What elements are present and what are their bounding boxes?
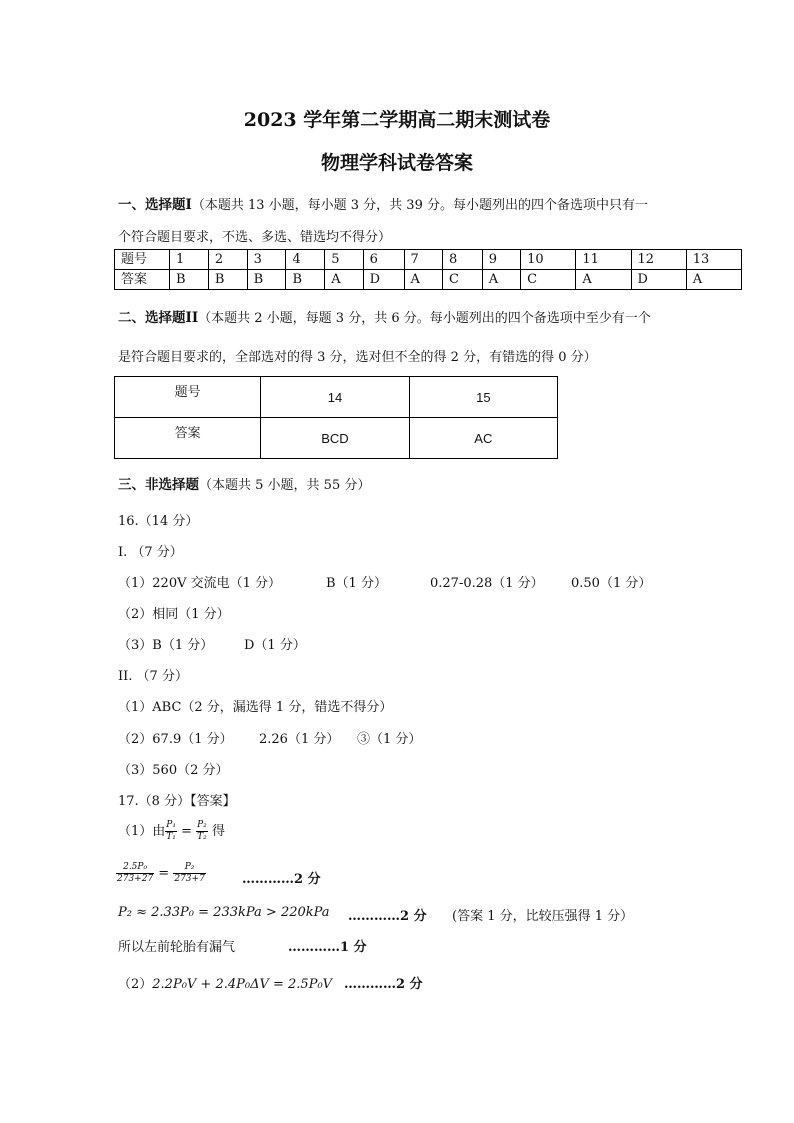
q17-line1: （1）由 $\frac{\text{P₁}}{\text{T₁}}$ = $\frac{\text{P₂}}{\text{T₂}}$ 得 xyxy=(118,820,225,842)
q16-p1-answer-3b: D（1 分） xyxy=(244,638,306,653)
q16-p1-answer-3a: （3）B（1 分） xyxy=(118,638,214,653)
exam-title: 2023 学年第二学期高二期末测试卷 xyxy=(243,109,551,131)
q17-eq2-score: …………2 分 xyxy=(242,872,321,887)
answer-cell: B xyxy=(286,270,325,290)
q17-line1-suffix: 得 xyxy=(211,824,225,839)
q16-p2-answer-2b: 2.26（1 分） xyxy=(259,732,340,747)
table-row-answers xyxy=(115,270,742,290)
row-label-question: 题号 xyxy=(115,250,170,270)
frac-den: T₁ xyxy=(166,832,176,842)
q16-heading: 16.（14 分） xyxy=(118,514,199,529)
question-cell: 1 xyxy=(170,250,209,270)
exam-subtitle: 物理学科试卷答案 xyxy=(320,152,473,174)
answer-cell-14: BCD xyxy=(261,418,409,459)
answer-cell: A xyxy=(482,270,520,290)
question-cell: 6 xyxy=(363,250,404,270)
row-label-question: 题号 xyxy=(115,377,261,418)
q17-line4-score: …………1 分 xyxy=(288,940,367,955)
q16-p1-answer-1d: 0.50（1 分） xyxy=(571,576,652,591)
answer-cell: D xyxy=(363,270,404,290)
answer-cell-15: AC xyxy=(409,418,557,459)
frac-num: P₂ xyxy=(173,862,205,874)
answer-cell: B xyxy=(170,270,209,290)
q16-p1-answer-1b: B（1 分） xyxy=(326,576,387,591)
section1-desc-1: （本题共 13 小题，每小题 3 分，共 39 分。每小题列出的四个备选项中只有一 xyxy=(191,198,648,213)
q16-part1-heading: I. （7 分） xyxy=(118,545,183,560)
question-cell-15: 15 xyxy=(409,377,557,418)
answer-cell: A xyxy=(686,270,741,290)
frac-den: T₂ xyxy=(197,832,207,842)
q17-eq5-score: …………2 分 xyxy=(344,977,423,992)
section1-heading: 一、选择题I xyxy=(118,197,192,213)
answer-cell: A xyxy=(325,270,363,290)
section2-heading-line xyxy=(118,306,651,326)
question-cell: 4 xyxy=(286,250,325,270)
section3-heading: 三、非选择题 xyxy=(118,477,199,493)
question-cell: 11 xyxy=(576,250,631,270)
frac-den: 273+7 xyxy=(174,874,205,884)
table-row-questions xyxy=(115,250,742,270)
question-cell: 12 xyxy=(631,250,686,270)
answer-cell: B xyxy=(208,270,247,290)
q17-eq3-note: (答案 1 分，比较压强得 1 分） xyxy=(452,909,634,924)
fraction-left xyxy=(116,862,154,885)
q16-p1-answer-2: （2）相同（1 分） xyxy=(118,607,230,622)
table-row-answers xyxy=(115,418,558,459)
answer-cell: B xyxy=(247,270,286,290)
section2-heading: 二、选择题II xyxy=(118,310,199,326)
question-cell: 10 xyxy=(521,250,576,270)
q17-heading: 17.（8 分）【答案】 xyxy=(118,794,236,809)
section1-heading-line xyxy=(118,193,648,213)
answer-cell: C xyxy=(521,270,576,290)
q17-equation-5: 2.2P₀V + 2.4P₀ΔV = 2.5P₀V xyxy=(152,977,333,992)
row-label-answer: 答案 xyxy=(115,270,170,290)
q16-p2-answer-2a: （2）67.9（1 分） xyxy=(118,732,233,747)
frac-num: 2.5P₀ xyxy=(116,862,154,874)
question-cell: 9 xyxy=(482,250,520,270)
q17-line5-prefix: （2） xyxy=(118,977,153,992)
question-cell: 2 xyxy=(208,250,247,270)
question-cell: 7 xyxy=(404,250,442,270)
question-cell: 8 xyxy=(442,250,482,270)
q16-p2-answer-1: （1）ABC（2 分，漏选得 1 分，错选不得分） xyxy=(118,700,393,715)
q16-part2-heading: II. （7 分） xyxy=(118,669,188,684)
section1-desc-2: 个符合题目要求，不选、多选、错选均不得分） xyxy=(118,230,392,245)
answer-cell: D xyxy=(631,270,686,290)
fraction-p1-t1 xyxy=(165,820,177,843)
answer-cell: A xyxy=(576,270,631,290)
q17-line5 xyxy=(118,973,332,992)
section2-desc-2: 是符合题目要求的，全部选对的得 3 分，选对但不全的得 2 分，有错选的得 0 分） xyxy=(118,350,597,365)
fraction-p2-t2 xyxy=(196,820,208,843)
answer-cell: C xyxy=(442,270,482,290)
answer-cell: A xyxy=(404,270,442,290)
frac-den: 273+27 xyxy=(117,874,154,884)
row-label-answer: 答案 xyxy=(115,418,261,459)
q17-eq3-score: …………2 分 xyxy=(348,909,427,924)
q17-equation-2: $\frac{\text{2.5P₀}}{273+27}$ = $\frac{\text{P₂}}{273+7}$ xyxy=(117,862,205,884)
q17-line1-prefix: （1）由 xyxy=(118,824,166,839)
section2-desc-1: （本题共 2 小题，每题 3 分，共 6 分。每小题列出的四个备选项中至少有一个 xyxy=(198,311,651,326)
question-cell: 3 xyxy=(247,250,286,270)
frac-num: P₂ xyxy=(197,820,207,830)
frac-num: P₁ xyxy=(166,820,176,830)
section3-desc: （本题共 5 小题，共 55 分） xyxy=(199,478,371,493)
section2-answer-table xyxy=(114,376,558,459)
q16-p1-answer-1c: 0.27-0.28（1 分） xyxy=(430,576,544,591)
q16-p2-answer-3: （3）560（2 分） xyxy=(118,763,229,778)
section1-answer-table xyxy=(114,249,742,290)
table-row-questions xyxy=(115,377,558,418)
q16-p1-answer-1a: （1）220V 交流电（1 分） xyxy=(118,576,282,591)
q17-equation-3: P₂ ≈ 2.33P₀ = 233kPa > 220kPa xyxy=(118,905,330,920)
q16-p2-answer-2c: ③（1 分） xyxy=(357,732,422,747)
question-cell-14: 14 xyxy=(261,377,409,418)
section3-heading-line xyxy=(118,473,370,493)
fraction-right xyxy=(173,862,205,885)
q17-line4: 所以左前轮胎有漏气 xyxy=(118,940,236,955)
question-cell: 5 xyxy=(325,250,363,270)
question-cell: 13 xyxy=(686,250,741,270)
